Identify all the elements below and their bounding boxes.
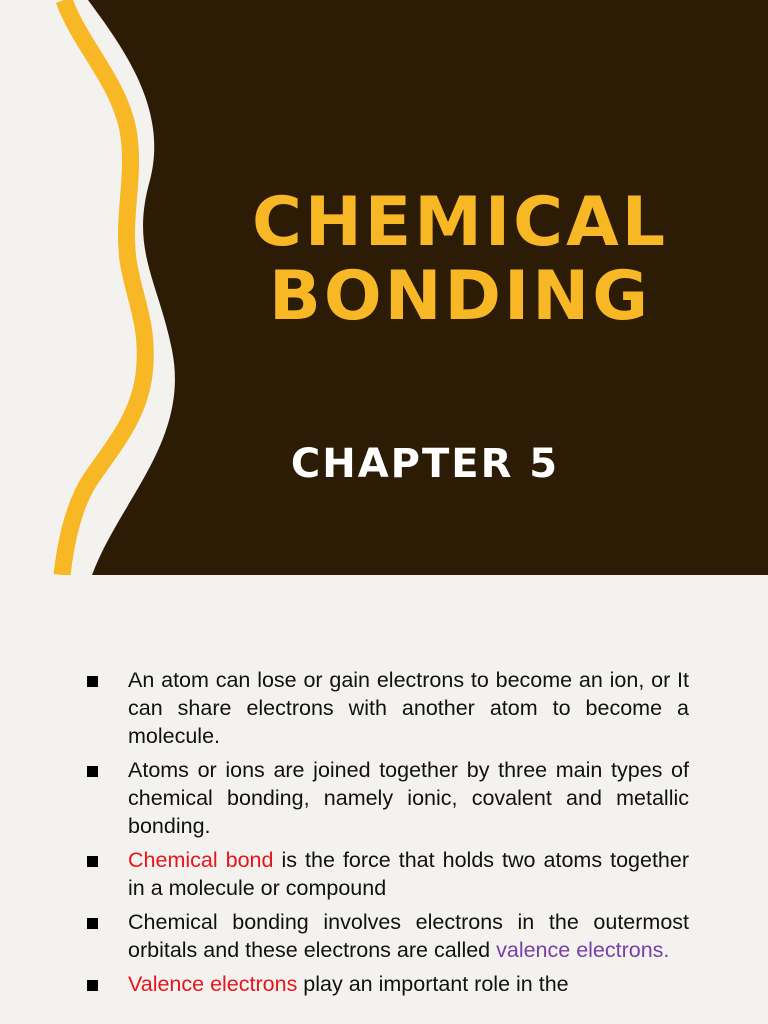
bullet-text-main: Chemical bonding involves electrons in the outermost orbitals and these electrons are called — [128, 910, 689, 962]
bullet-text-rest: is the force that holds two atoms together in a molecule or compound — [128, 848, 689, 900]
square-bullet-icon — [87, 676, 98, 687]
bullet-list — [0, 666, 768, 1004]
bullet-text-rest: play an important role in the — [297, 972, 569, 996]
list-item — [0, 756, 768, 840]
bullet-text: An atom can lose or gain electrons to become an ion, or It can share electrons with another atom to become a molecule. — [128, 668, 689, 748]
square-bullet-icon — [87, 766, 98, 777]
chapter-subtitle: CHAPTER 5 — [290, 441, 560, 487]
title-line-2: BONDING — [268, 257, 652, 336]
square-bullet-icon — [87, 918, 98, 929]
slide-title — [230, 183, 690, 336]
bullet-text — [128, 846, 689, 902]
list-item — [0, 846, 768, 902]
bullet-text — [128, 908, 689, 964]
highlight-term: Valence electrons — [128, 972, 298, 996]
square-bullet-icon — [87, 980, 98, 991]
highlight-term: Chemical bond — [128, 848, 274, 872]
list-item — [0, 908, 768, 964]
highlight-term: valence electrons. — [496, 938, 670, 962]
list-item — [0, 970, 768, 998]
bullet-text: Atoms or ions are joined together by three main types of chemical bonding, namely ionic, covalent and metallic bonding. — [128, 758, 689, 838]
bullet-text — [128, 970, 689, 998]
square-bullet-icon — [87, 856, 98, 867]
list-item — [0, 666, 768, 750]
accent-wave-line — [62, 0, 145, 575]
title-line-1: CHEMICAL — [251, 183, 669, 262]
